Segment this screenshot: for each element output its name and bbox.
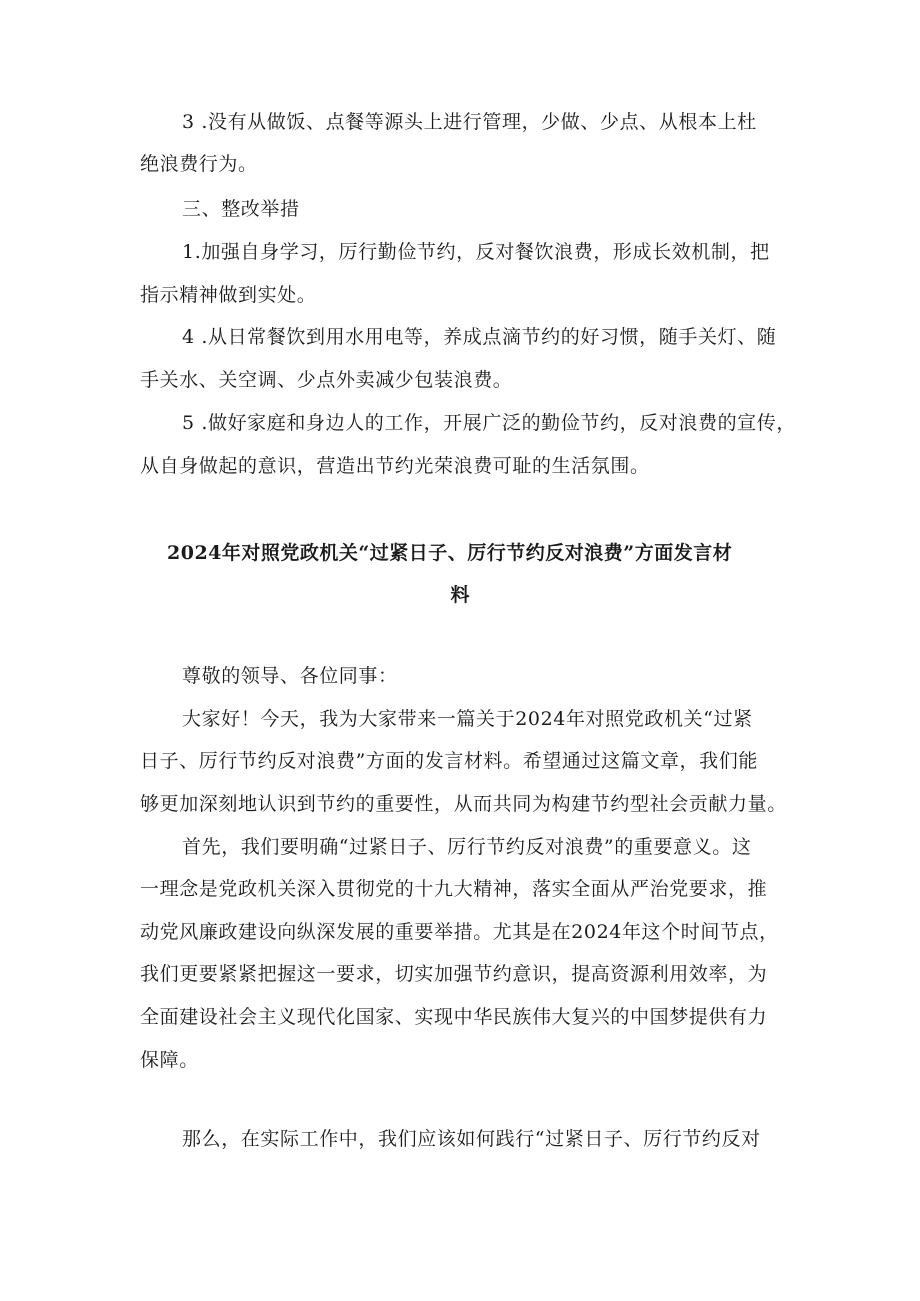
paragraph1-line3: 够更加深刻地认识到节约的重要性，从而共同为构建节约型社会贡献力量。 xyxy=(140,793,787,815)
item1-line1: 1.加强自身学习，厉行勤俭节约，反对餐饮浪费，形成长效机制，把 xyxy=(182,241,770,263)
item1-line2: 指示精神做到实处。 xyxy=(140,284,317,306)
paragraph2-line1: 首先，我们要明确“过紧日子、厉行节约反对浪费”的重要意义。这 xyxy=(182,836,752,858)
paragraph2-line4: 我们更要紧紧把握这一要求，切实加强节约意识，提高资源利用效率，为 xyxy=(140,963,768,985)
paragraph2-line2: 一理念是党政机关深入贯彻党的十九大精神，落实全面从严治党要求，推 xyxy=(140,878,768,900)
item3-line2: 绝浪费行为。 xyxy=(140,153,258,175)
paragraph3-line1: 那么，在实际工作中，我们应该如何践行“过紧日子、厉行节约反对 xyxy=(182,1128,761,1150)
document-title-line1: 2024年对照党政机关“过紧日子、厉行节约反对浪费”方面发言材 xyxy=(167,542,733,564)
item3-line1: 3 .没有从做饭、点餐等源头上进行管理，少做、少点、从根本上杜 xyxy=(182,111,757,133)
greeting: 尊敬的领导、各位同事： xyxy=(182,665,398,687)
paragraph2-line5: 全面建设社会主义现代化国家、实现中华民族伟大复兴的中国梦提供有力 xyxy=(140,1006,768,1028)
section-heading-rectification: 三、整改举措 xyxy=(182,198,300,220)
item4-line2: 手关水、关空调、少点外卖减少包装浪费。 xyxy=(140,369,513,391)
paragraph1-line1: 大家好！今天，我为大家带来一篇关于2024年对照党政机关“过紧 xyxy=(182,708,753,730)
paragraph2-line6: 保障。 xyxy=(140,1049,199,1071)
paragraph1-line2: 日子、厉行节约反对浪费”方面的发言材料。希望通过这篇文章，我们能 xyxy=(140,750,758,772)
item4-line1: 4 .从日常餐饮到用水用电等，养成点滴节约的好习惯，随手关灯、随 xyxy=(182,326,777,348)
item5-line2: 从自身做起的意识，营造出节约光荣浪费可耻的生活氛围。 xyxy=(140,455,650,477)
document-title-line2: 料 xyxy=(450,584,470,606)
item5-line1: 5 .做好家庭和身边人的工作，开展广泛的勤俭节约，反对浪费的宣传， xyxy=(182,412,796,434)
paragraph2-line3: 动党风廉政建设向纵深发展的重要举措。尤其是在2024年这个时间节点， xyxy=(140,921,779,943)
